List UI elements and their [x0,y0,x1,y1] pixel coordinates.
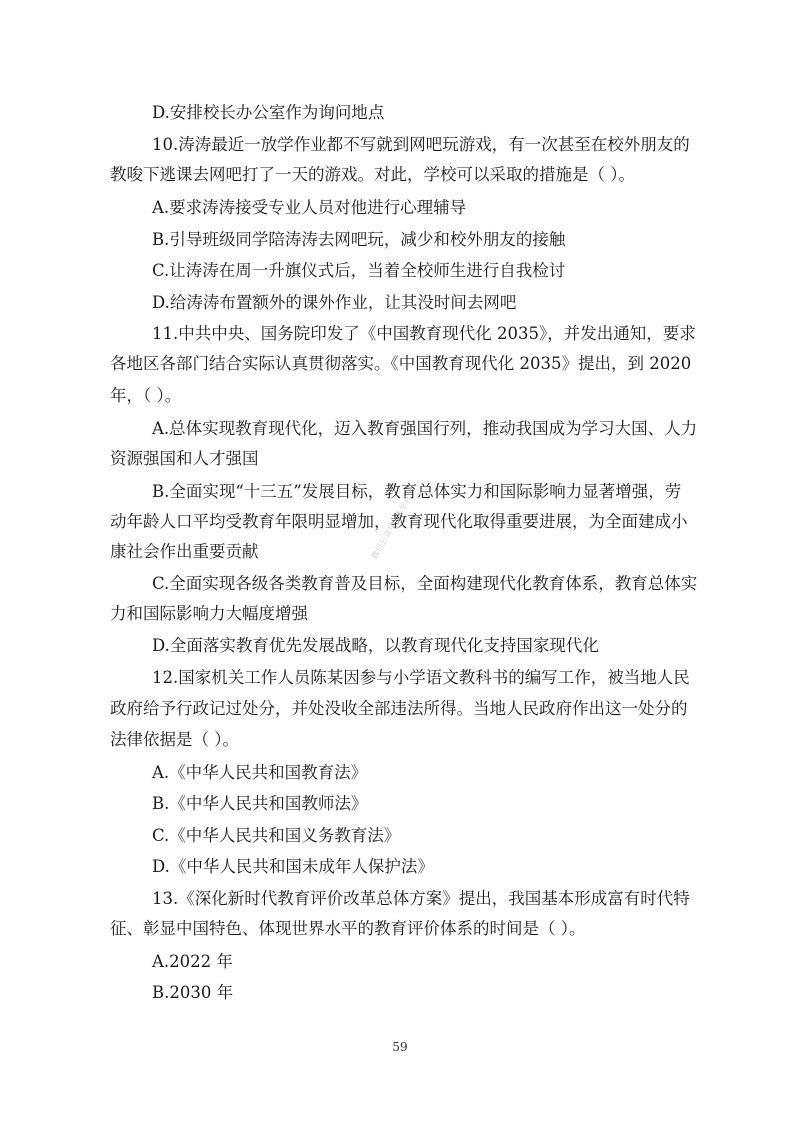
option-12b: B.《中华人民共和国教师法》 [152,794,368,813]
option-12c: C.《中华人民共和国义务教育法》 [152,826,401,845]
option-11d: D.全面落实教育优先发展战略，以教育现代化支持国家现代化 [152,636,599,655]
question-10: 10.涛涛最近一放学作业都不写就到网吧玩游戏，有一次甚至在校外朋友的 [152,135,690,154]
question-13-cont: 征、彰显中国特色、体现世界水平的教育评价体系的时间是（ ）。 [110,919,586,938]
option-11a: A.总体实现教育现代化，迈入教育强国行列，推动我国成为学习大国、人力 [152,419,698,438]
option-11c: C.全面实现各级各类教育普及目标，全面构建现代化教育体系，教育总体实 [152,574,698,593]
option-10d: D.给涛涛布置额外的课外作业，让其没时间去网吧 [152,293,517,312]
option-12d: D.《中华人民共和国未成年人保护法》 [152,857,434,876]
option-10b: B.引导班级同学陪涛涛去网吧玩，减少和校外朋友的接触 [152,230,566,249]
option-11a-cont: 资源强国和人才强国 [110,449,259,468]
option-11c-cont: 力和国际影响力大幅度增强 [110,604,308,623]
option-13a: A.2022 年 [152,952,233,971]
question-12: 12.国家机关工作人员陈某因参与小学语文教科书的编写工作，被当地人民 [152,668,690,687]
question-11-cont2: 年，（ ）。 [110,386,182,405]
question-11: 11.中共中央、国务院印发了《中国教育现代化 2035》，并发出通知，要求 [152,324,696,343]
page-number: 59 [392,1040,408,1054]
option-10a: A.要求涛涛接受专业人员对他进行心理辅导 [152,198,467,217]
option-11b-cont2: 康社会作出重要贡献 [110,542,259,561]
option-12a: A.《中华人民共和国教育法》 [152,763,368,782]
option-11b-cont: 动年龄人口平均受教育年限明显增加，教育现代化取得重要进展，为全面建成小 [110,512,688,531]
option-13b: B.2030 年 [152,983,234,1002]
question-12-cont: 政府给予行政记过处分，并处没收全部违法所得。当地人民政府作出这一处分的 [110,699,688,718]
option-9d: D.安排校长办公室作为询问地点 [152,103,385,122]
question-11-cont: 各地区各部门结合实际认真贯彻落实。《中国教育现代化 2035》提出，到 2020 [110,354,692,373]
question-12-cont2: 法律依据是（ ）。 [110,730,239,749]
option-11b: B.全面实现“十三五”发展目标，教育总体实力和国际影响力显著增强，劳 [152,482,682,501]
watermark-stamp: 微信公众号 · 本学社 [370,493,414,561]
option-10c: C.让涛涛在周一升旗仪式后，当着全校师生进行自我检讨 [152,261,566,280]
question-13: 13.《深化新时代教育评价改革总体方案》提出，我国基本形成富有时代特 [152,889,690,908]
question-10-cont: 教唆下逃课去网吧打了一天的游戏。对此，学校可以采取的措施是（ ）。 [110,165,635,184]
